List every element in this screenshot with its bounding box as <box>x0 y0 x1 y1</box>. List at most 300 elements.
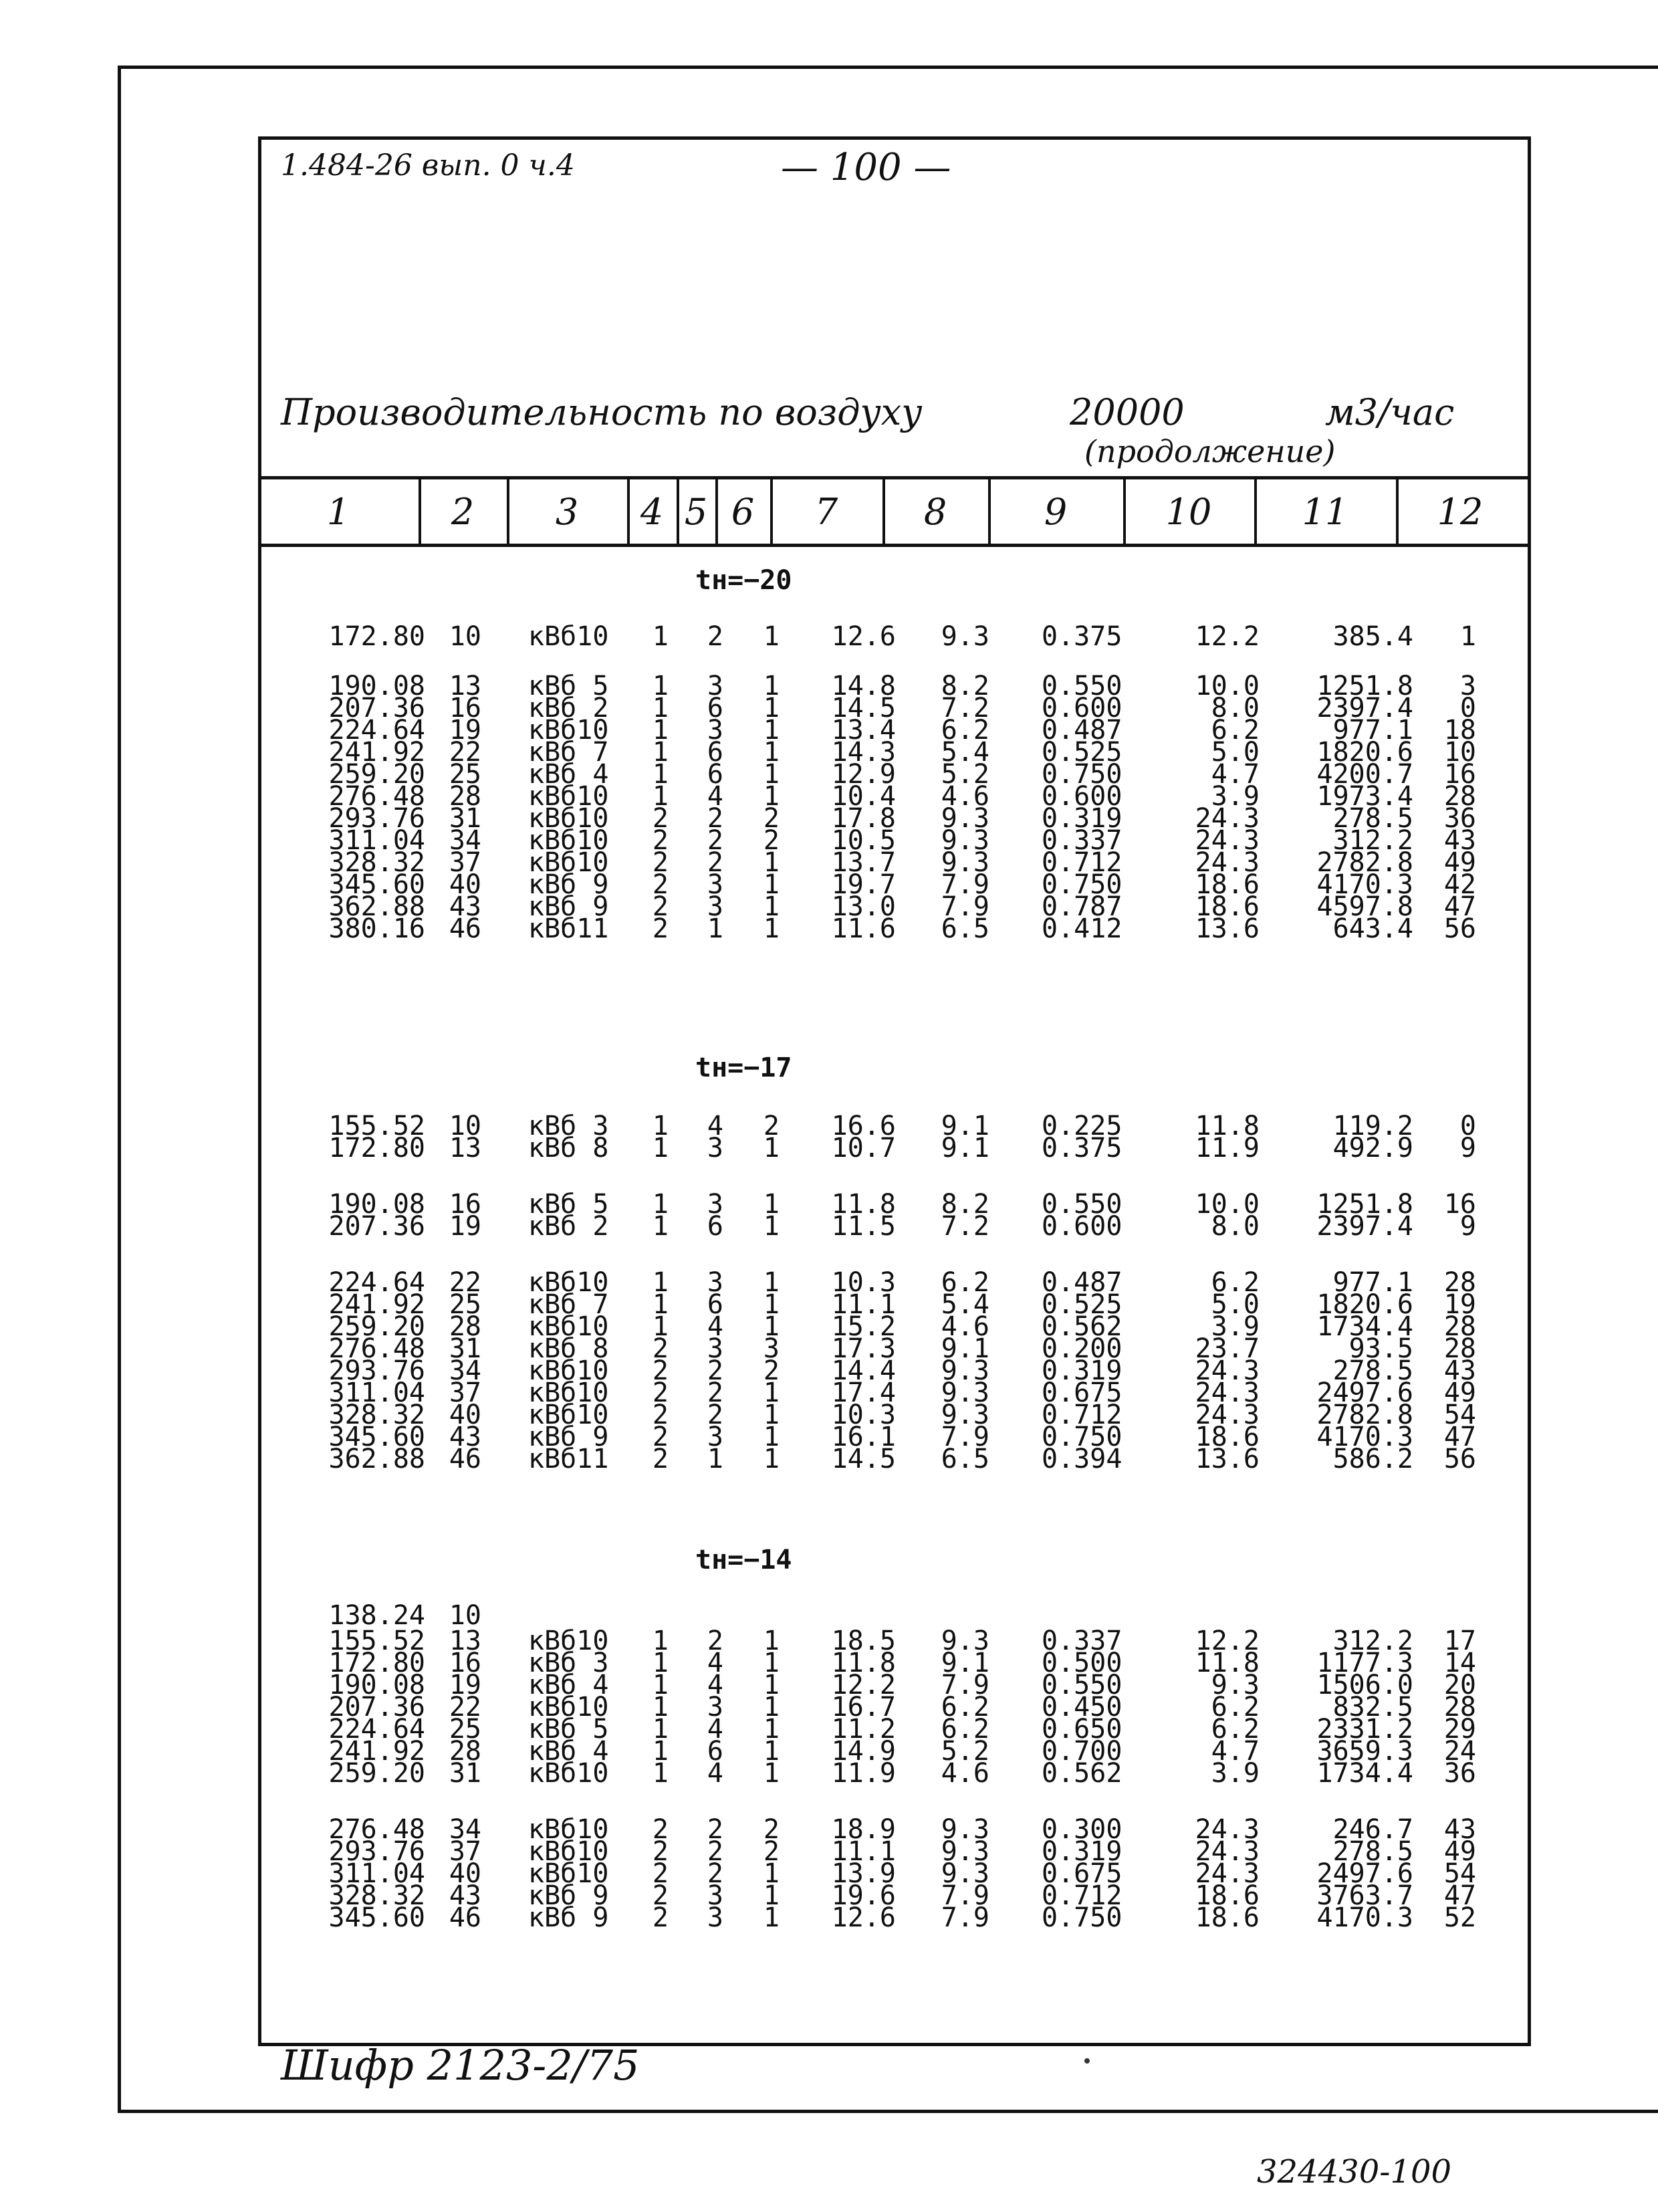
table-cell-col-8: 9.3 <box>941 1836 989 1867</box>
table-cell-col-3: кВб 9 <box>528 1422 609 1452</box>
table-cell-col-12: 17 <box>1443 1626 1476 1656</box>
table-cell-col-3: кВб10 <box>528 1692 609 1723</box>
table-cell-col-5: 3 <box>707 715 723 746</box>
table-cell-col-4: 1 <box>652 759 669 790</box>
table-cell-col-7: 11.2 <box>831 1714 896 1745</box>
table-cell-col-11: 3659.3 <box>1316 1736 1413 1767</box>
table-cell-col-11: 977.1 <box>1332 715 1413 746</box>
table-cell-col-4: 1 <box>652 1267 669 1298</box>
table-cell-col-12: 16 <box>1443 1189 1476 1220</box>
table-cell-col-5: 3 <box>707 1189 723 1220</box>
table-cell-col-8: 6.2 <box>941 1267 989 1298</box>
table-cell-col-8: 4.6 <box>941 781 989 812</box>
table-cell-col-4: 1 <box>652 781 669 812</box>
table-cell-col-3: кВб 9 <box>528 1902 609 1933</box>
table-cell-col-10: 18.6 <box>1195 1880 1260 1911</box>
table-cell-col-2: 37 <box>449 1836 481 1867</box>
table-cell-col-7: 14.5 <box>831 693 896 724</box>
table-cell-col-9: 0.487 <box>1042 1267 1122 1298</box>
table-cell-col-1: 276.48 <box>328 1814 425 1845</box>
table-cell-col-10: 6.2 <box>1211 1692 1260 1723</box>
table-cell-col-2: 28 <box>449 781 481 812</box>
table-cell-col-3: кВб10 <box>528 1758 609 1789</box>
table-cell-col-12: 54 <box>1443 1400 1476 1430</box>
table-cell-col-12: 16 <box>1443 759 1476 790</box>
table-cell-col-9: 0.337 <box>1042 1626 1122 1656</box>
table-cell-col-12: 49 <box>1443 1836 1476 1867</box>
table-cell-col-11: 119.2 <box>1332 1111 1413 1141</box>
table-cell-col-7: 10.3 <box>831 1267 896 1298</box>
table-cell-col-1: 190.08 <box>328 1670 425 1700</box>
table-cell-col-1: 224.64 <box>328 1267 425 1298</box>
table-cell-col-1: 293.76 <box>328 1355 425 1386</box>
table-cell-col-2: 34 <box>449 1355 481 1386</box>
table-cell-col-5: 2 <box>707 1400 723 1430</box>
table-cell-col-6: 2 <box>763 825 780 856</box>
table-cell-col-6: 2 <box>763 803 780 834</box>
table-cell-col-3: кВб10 <box>528 825 609 856</box>
table-cell-col-10: 24.3 <box>1195 825 1260 856</box>
table-cell-col-9: 0.550 <box>1042 671 1122 701</box>
table-cell-col-2: 16 <box>449 1648 481 1678</box>
table-cell-col-5: 3 <box>707 1902 723 1933</box>
table-cell-col-8: 9.3 <box>941 1377 989 1408</box>
table-cell-col-9: 0.319 <box>1042 1836 1122 1867</box>
table-cell-col-5: 2 <box>707 1814 723 1845</box>
table-cell-col-6: 1 <box>763 737 780 768</box>
table-cell-col-6: 1 <box>763 1289 780 1320</box>
table-cell-col-1: 207.36 <box>328 1692 425 1723</box>
table-cell-col-9: 0.650 <box>1042 1714 1122 1745</box>
table-cell-col-6: 1 <box>763 1626 780 1656</box>
air-capacity-title: Производительность по воздуху <box>281 391 923 433</box>
table-cell-col-1: 207.36 <box>328 693 425 724</box>
table-cell-col-10: 12.2 <box>1195 621 1260 652</box>
table-cell-col-1: 276.48 <box>328 781 425 812</box>
table-cell-col-11: 1177.3 <box>1316 1648 1413 1678</box>
table-cell-col-4: 2 <box>652 803 669 834</box>
table-cell-col-9: 0.487 <box>1042 715 1122 746</box>
table-cell-col-8: 9.3 <box>941 1400 989 1430</box>
table-cell-col-4: 1 <box>652 1714 669 1745</box>
table-cell-col-2: 22 <box>449 737 481 768</box>
table-cell-col-11: 832.5 <box>1332 1692 1413 1723</box>
table-cell-col-7: 14.3 <box>831 737 896 768</box>
column-header-5: 5 <box>677 479 718 544</box>
table-cell-col-7: 14.9 <box>831 1736 896 1767</box>
table-cell-col-11: 1251.8 <box>1316 1189 1413 1220</box>
table-cell-col-10: 24.3 <box>1195 1836 1260 1867</box>
table-cell-col-7: 13.7 <box>831 847 896 878</box>
table-cell-col-2: 46 <box>449 1902 481 1933</box>
table-cell-col-4: 2 <box>652 1422 669 1452</box>
table-cell-col-7: 15.2 <box>831 1311 896 1342</box>
table-cell-col-12: 56 <box>1443 1444 1476 1474</box>
table-cell-col-6: 2 <box>763 1355 780 1386</box>
table-cell-col-8: 9.1 <box>941 1111 989 1141</box>
table-cell-col-8: 7.2 <box>941 693 989 724</box>
table-cell-col-6: 1 <box>763 1211 780 1242</box>
table-cell-col-2: 10 <box>449 1111 481 1141</box>
table-cell-col-9: 0.500 <box>1042 1648 1122 1678</box>
table-cell-col-9: 0.600 <box>1042 781 1122 812</box>
table-cell-col-7: 11.1 <box>831 1289 896 1320</box>
table-cell-col-3: кВб 7 <box>528 737 609 768</box>
table-cell-col-5: 4 <box>707 1714 723 1745</box>
table-cell-col-8: 9.3 <box>941 825 989 856</box>
table-cell-col-7: 11.1 <box>831 1836 896 1867</box>
table-cell-col-10: 6.2 <box>1211 1267 1260 1298</box>
table-cell-col-1: 345.60 <box>328 1422 425 1452</box>
table-cell-col-9: 0.450 <box>1042 1692 1122 1723</box>
table-cell-col-10: 3.9 <box>1211 781 1260 812</box>
table-cell-col-9: 0.550 <box>1042 1670 1122 1700</box>
table-cell-col-4: 1 <box>652 621 669 652</box>
table-cell-col-10: 24.3 <box>1195 847 1260 878</box>
table-cell-col-2: 34 <box>449 825 481 856</box>
table-cell-col-7: 13.9 <box>831 1858 896 1889</box>
table-cell-col-3: кВб11 <box>528 1444 609 1474</box>
table-cell-col-1: 155.52 <box>328 1111 425 1141</box>
table-cell-col-10: 10.0 <box>1195 671 1260 701</box>
table-cell-col-12: 0 <box>1459 1111 1476 1141</box>
table-cell-col-10: 23.7 <box>1195 1333 1260 1364</box>
table-cell-col-5: 6 <box>707 693 723 724</box>
table-cell-col-7: 12.2 <box>831 1670 896 1700</box>
column-header-8: 8 <box>882 479 991 544</box>
column-header-6: 6 <box>715 479 773 544</box>
table-cell-col-1: 362.88 <box>328 891 425 922</box>
table-cell-col-5: 3 <box>707 1422 723 1452</box>
table-cell-col-9: 0.750 <box>1042 1902 1122 1933</box>
table-cell-col-4: 2 <box>652 1836 669 1867</box>
table-cell-col-9: 0.712 <box>1042 1880 1122 1911</box>
table-cell-col-10: 13.6 <box>1195 913 1260 944</box>
table-cell-col-9: 0.712 <box>1042 847 1122 878</box>
table-cell-col-1: 224.64 <box>328 1714 425 1745</box>
table-cell-col-2: 28 <box>449 1311 481 1342</box>
table-cell-col-4: 1 <box>652 1211 669 1242</box>
table-cell-col-6: 1 <box>763 847 780 878</box>
table-cell-col-12: 28 <box>1443 1267 1476 1298</box>
table-cell-col-3: кВб11 <box>528 913 609 944</box>
table-cell-col-4: 2 <box>652 869 669 900</box>
page-number: — 100 — <box>781 146 951 189</box>
table-cell-col-5: 2 <box>707 1626 723 1656</box>
table-cell-col-7: 12.9 <box>831 759 896 790</box>
table-cell-col-9: 0.225 <box>1042 1111 1122 1141</box>
table-cell-col-3: кВб10 <box>528 1858 609 1889</box>
table-cell-col-5: 2 <box>707 803 723 834</box>
table-cell-col-10: 9.3 <box>1211 1670 1260 1700</box>
table-cell-col-5: 3 <box>707 1133 723 1164</box>
column-header-11: 11 <box>1254 479 1399 544</box>
table-cell-col-4: 1 <box>652 1758 669 1789</box>
table-cell-col-2: 31 <box>449 1333 481 1364</box>
table-cell-col-6: 1 <box>763 1880 780 1911</box>
table-cell-col-11: 1506.0 <box>1316 1670 1413 1700</box>
table-cell-col-12: 3 <box>1459 671 1476 701</box>
table-cell-col-12: 18 <box>1443 715 1476 746</box>
table-cell-col-12: 47 <box>1443 891 1476 922</box>
table-cell-col-9: 0.750 <box>1042 1422 1122 1452</box>
table-cell-col-4: 2 <box>652 1444 669 1474</box>
table-cell-col-4: 1 <box>652 1311 669 1342</box>
table-cell-col-11: 93.5 <box>1348 1333 1413 1364</box>
table-cell-col-8: 9.1 <box>941 1648 989 1678</box>
table-cell-col-8: 6.2 <box>941 715 989 746</box>
table-cell-col-9: 0.319 <box>1042 803 1122 834</box>
table-cell-col-1: 138.24 <box>328 1600 425 1631</box>
air-capacity-value: 20000 <box>1070 391 1185 433</box>
table-cell-col-11: 1820.6 <box>1316 737 1413 768</box>
table-cell-col-3: кВб 5 <box>528 1189 609 1220</box>
table-cell-col-1: 172.80 <box>328 1133 425 1164</box>
table-row <box>0 1133 1658 1164</box>
table-cell-col-6: 1 <box>763 1311 780 1342</box>
table-cell-col-8: 8.2 <box>941 671 989 701</box>
table-cell-col-12: 43 <box>1443 1355 1476 1386</box>
table-cell-col-5: 2 <box>707 825 723 856</box>
table-cell-col-4: 2 <box>652 1902 669 1933</box>
table-cell-col-11: 977.1 <box>1332 1267 1413 1298</box>
table-cell-col-11: 4170.3 <box>1316 1422 1413 1452</box>
table-cell-col-5: 2 <box>707 1858 723 1889</box>
table-cell-col-9: 0.675 <box>1042 1858 1122 1889</box>
table-cell-col-12: 28 <box>1443 1311 1476 1342</box>
table-cell-col-1: 241.92 <box>328 737 425 768</box>
table-cell-col-11: 1734.4 <box>1316 1758 1413 1789</box>
table-cell-col-1: 224.64 <box>328 715 425 746</box>
table-cell-col-2: 31 <box>449 1758 481 1789</box>
table-cell-col-6: 1 <box>763 759 780 790</box>
table-cell-col-3: кВб 4 <box>528 1670 609 1700</box>
table-row <box>0 1444 1658 1474</box>
table-cell-col-3: кВб10 <box>528 1355 609 1386</box>
table-cell-col-1: 276.48 <box>328 1333 425 1364</box>
table-cell-col-9: 0.712 <box>1042 1400 1122 1430</box>
table-cell-col-3: кВб 9 <box>528 869 609 900</box>
table-cell-col-10: 18.6 <box>1195 869 1260 900</box>
table-cell-col-6: 1 <box>763 891 780 922</box>
table-cell-col-4: 1 <box>652 1692 669 1723</box>
table-cell-col-11: 4170.3 <box>1316 869 1413 900</box>
table-cell-col-6: 1 <box>763 1736 780 1767</box>
table-cell-col-2: 19 <box>449 715 481 746</box>
table-cell-col-2: 13 <box>449 1133 481 1164</box>
table-cell-col-10: 12.2 <box>1195 1626 1260 1656</box>
table-cell-col-7: 11.8 <box>831 1648 896 1678</box>
table-cell-col-6: 1 <box>763 1444 780 1474</box>
table-cell-col-7: 13.0 <box>831 891 896 922</box>
table-cell-col-6: 2 <box>763 1836 780 1867</box>
table-cell-col-1: 190.08 <box>328 671 425 701</box>
table-cell-col-10: 6.2 <box>1211 715 1260 746</box>
table-cell-col-1: 172.80 <box>328 1648 425 1678</box>
table-cell-col-7: 11.6 <box>831 913 896 944</box>
table-cell-col-2: 19 <box>449 1211 481 1242</box>
table-cell-col-5: 6 <box>707 737 723 768</box>
table-row <box>0 1758 1658 1789</box>
table-cell-col-12: 9 <box>1459 1211 1476 1242</box>
table-cell-col-12: 0 <box>1459 693 1476 724</box>
table-cell-col-2: 43 <box>449 1422 481 1452</box>
table-cell-col-4: 2 <box>652 1858 669 1889</box>
table-cell-col-11: 643.4 <box>1332 913 1413 944</box>
table-cell-col-10: 24.3 <box>1195 1814 1260 1845</box>
table-cell-col-9: 0.700 <box>1042 1736 1122 1767</box>
table-cell-col-10: 18.6 <box>1195 891 1260 922</box>
table-cell-col-10: 4.7 <box>1211 759 1260 790</box>
table-cell-col-2: 19 <box>449 1670 481 1700</box>
table-cell-col-6: 1 <box>763 693 780 724</box>
table-cell-col-1: 362.88 <box>328 1444 425 1474</box>
table-cell-col-2: 31 <box>449 803 481 834</box>
table-cell-col-6: 1 <box>763 1422 780 1452</box>
table-cell-col-11: 2782.8 <box>1316 847 1413 878</box>
table-cell-col-8: 9.3 <box>941 1814 989 1845</box>
table-cell-col-11: 1820.6 <box>1316 1289 1413 1320</box>
table-cell-col-7: 14.4 <box>831 1355 896 1386</box>
table-cell-col-6: 1 <box>763 1400 780 1430</box>
table-cell-col-11: 4200.7 <box>1316 759 1413 790</box>
table-cell-col-1: 293.76 <box>328 803 425 834</box>
table-cell-col-12: 9 <box>1459 1133 1476 1164</box>
table-cell-col-3: кВб 5 <box>528 671 609 701</box>
table-cell-col-7: 16.7 <box>831 1692 896 1723</box>
table-cell-col-5: 2 <box>707 1377 723 1408</box>
table-cell-col-4: 1 <box>652 1626 669 1656</box>
table-cell-col-11: 278.5 <box>1332 1836 1413 1867</box>
table-cell-col-3: кВб10 <box>528 715 609 746</box>
table-cell-col-11: 586.2 <box>1332 1444 1413 1474</box>
section-label-tn-17: tн=−17 <box>695 1053 792 1083</box>
column-header-row <box>258 476 1531 547</box>
table-cell-col-9: 0.394 <box>1042 1444 1122 1474</box>
table-cell-col-2: 22 <box>449 1692 481 1723</box>
table-cell-col-1: 259.20 <box>328 1758 425 1789</box>
table-cell-col-10: 6.2 <box>1211 1714 1260 1745</box>
table-cell-col-12: 10 <box>1443 737 1476 768</box>
table-cell-col-1: 293.76 <box>328 1836 425 1867</box>
table-cell-col-12: 49 <box>1443 1377 1476 1408</box>
table-cell-col-3: кВб 9 <box>528 891 609 922</box>
table-cell-col-5: 2 <box>707 847 723 878</box>
table-cell-col-1: 345.60 <box>328 869 425 900</box>
table-cell-col-9: 0.750 <box>1042 869 1122 900</box>
table-cell-col-10: 3.9 <box>1211 1758 1260 1789</box>
table-cell-col-2: 46 <box>449 1444 481 1474</box>
table-cell-col-11: 278.5 <box>1332 803 1413 834</box>
table-cell-col-11: 278.5 <box>1332 1355 1413 1386</box>
table-cell-col-9: 0.525 <box>1042 737 1122 768</box>
table-cell-col-12: 19 <box>1443 1289 1476 1320</box>
table-cell-col-2: 40 <box>449 869 481 900</box>
table-cell-col-6: 1 <box>763 781 780 812</box>
table-cell-col-2: 16 <box>449 693 481 724</box>
table-cell-col-11: 4170.3 <box>1316 1902 1413 1933</box>
table-cell-col-9: 0.319 <box>1042 1355 1122 1386</box>
table-cell-col-4: 1 <box>652 671 669 701</box>
table-cell-col-11: 312.2 <box>1332 825 1413 856</box>
table-cell-col-5: 4 <box>707 1758 723 1789</box>
table-cell-col-8: 9.3 <box>941 1858 989 1889</box>
column-header-2: 2 <box>419 479 509 544</box>
table-cell-col-8: 9.3 <box>941 621 989 652</box>
table-cell-col-1: 380.16 <box>328 913 425 944</box>
table-cell-col-5: 3 <box>707 1692 723 1723</box>
table-cell-col-10: 18.6 <box>1195 1902 1260 1933</box>
table-cell-col-3: кВб 2 <box>528 693 609 724</box>
table-cell-col-7: 19.6 <box>831 1880 896 1911</box>
table-cell-col-2: 40 <box>449 1858 481 1889</box>
table-cell-col-8: 6.5 <box>941 913 989 944</box>
table-cell-col-11: 385.4 <box>1332 621 1413 652</box>
table-cell-col-7: 11.9 <box>831 1758 896 1789</box>
table-cell-col-2: 25 <box>449 1289 481 1320</box>
sheet-code: 324430-100 <box>1257 2153 1452 2191</box>
table-cell-col-10: 5.0 <box>1211 737 1260 768</box>
table-cell-col-6: 1 <box>763 913 780 944</box>
table-cell-col-8: 7.9 <box>941 891 989 922</box>
column-header-3: 3 <box>507 479 630 544</box>
table-cell-col-5: 6 <box>707 1289 723 1320</box>
table-cell-col-5: 2 <box>707 1355 723 1386</box>
table-cell-col-9: 0.337 <box>1042 825 1122 856</box>
table-cell-col-1: 241.92 <box>328 1736 425 1767</box>
table-cell-col-1: 328.32 <box>328 1880 425 1911</box>
column-header-9: 9 <box>988 479 1126 544</box>
table-cell-col-1: 155.52 <box>328 1626 425 1656</box>
table-cell-col-12: 28 <box>1443 1333 1476 1364</box>
table-cell-col-1: 345.60 <box>328 1902 425 1933</box>
table-cell-col-8: 5.4 <box>941 1289 989 1320</box>
table-cell-col-2: 16 <box>449 1189 481 1220</box>
table-cell-col-5: 3 <box>707 1267 723 1298</box>
table-cell-col-12: 49 <box>1443 847 1476 878</box>
section-label-tn-20: tн=−20 <box>695 565 792 596</box>
table-cell-col-7: 16.1 <box>831 1422 896 1452</box>
table-cell-col-1: 311.04 <box>328 825 425 856</box>
table-cell-col-1: 172.80 <box>328 621 425 652</box>
table-cell-col-7: 19.7 <box>831 869 896 900</box>
table-cell-col-12: 29 <box>1443 1714 1476 1745</box>
table-cell-col-3: кВб10 <box>528 803 609 834</box>
table-cell-col-12: 36 <box>1443 803 1476 834</box>
table-cell-col-5: 4 <box>707 1311 723 1342</box>
document-reference: 1.484-26 вып. 0 ч.4 <box>281 148 575 183</box>
table-cell-col-10: 11.9 <box>1195 1133 1260 1164</box>
table-cell-col-7: 17.4 <box>831 1377 896 1408</box>
table-cell-col-5: 4 <box>707 1111 723 1141</box>
ink-speck <box>1084 2058 1090 2064</box>
table-cell-col-5: 3 <box>707 1333 723 1364</box>
table-cell-col-6: 1 <box>763 671 780 701</box>
table-cell-col-8: 5.4 <box>941 737 989 768</box>
table-cell-col-5: 4 <box>707 781 723 812</box>
table-cell-col-10: 8.0 <box>1211 693 1260 724</box>
table-cell-col-8: 6.2 <box>941 1692 989 1723</box>
table-cell-col-6: 1 <box>763 621 780 652</box>
table-cell-col-12: 52 <box>1443 1902 1476 1933</box>
table-cell-col-6: 1 <box>763 1648 780 1678</box>
table-cell-col-7: 10.4 <box>831 781 896 812</box>
table-cell-col-11: 2497.6 <box>1316 1377 1413 1408</box>
table-cell-col-3: кВб 2 <box>528 1211 609 1242</box>
table-cell-col-10: 13.6 <box>1195 1444 1260 1474</box>
table-cell-col-2: 10 <box>449 621 481 652</box>
table-cell-col-3: кВб 5 <box>528 1714 609 1745</box>
